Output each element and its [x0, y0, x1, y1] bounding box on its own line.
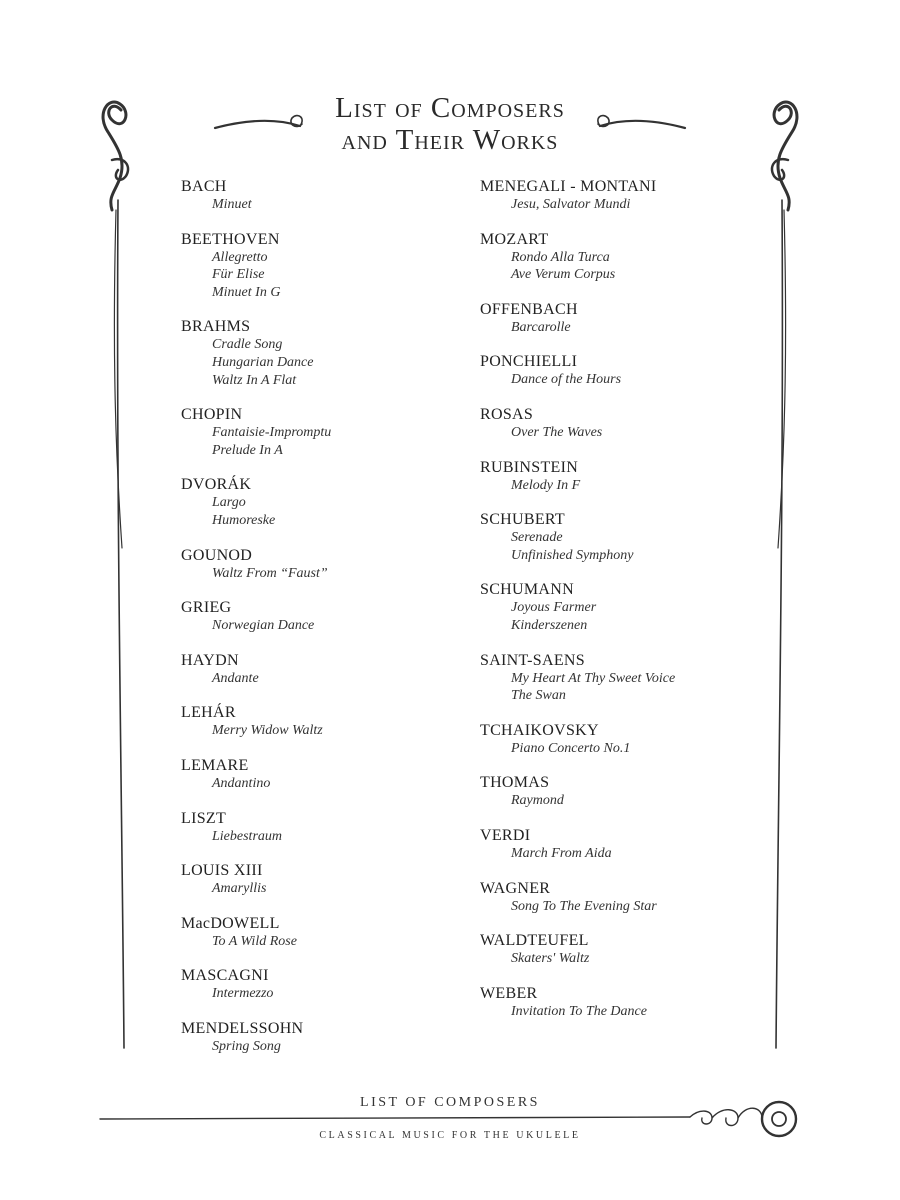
- composer-entry: [181, 704, 461, 740]
- footer-book-title: CLASSICAL MUSIC FOR THE UKULELE: [319, 1130, 581, 1141]
- composer-entry: [480, 231, 780, 284]
- work-title: Humoreske: [212, 512, 276, 528]
- work-title: Waltz In A Flat: [212, 372, 297, 388]
- composer-name: LEHÁR: [181, 704, 236, 722]
- work-title: Serenade: [511, 530, 563, 546]
- work-title: Allegretto: [212, 249, 268, 265]
- composer-entry: [181, 178, 461, 214]
- work-title: Unfinished Symphony: [511, 547, 634, 563]
- work-title: Skaters' Waltz: [511, 951, 590, 967]
- composer-name: BEETHOVEN: [181, 230, 280, 248]
- work-title: Prelude In A: [212, 442, 283, 458]
- work-title: Liebestraum: [212, 828, 282, 844]
- composer-entry: [181, 915, 461, 951]
- composer-entry: [181, 231, 461, 302]
- composer-name: WALDTEUFEL: [480, 932, 589, 950]
- composer-name: SCHUMANN: [480, 581, 574, 599]
- composer-entry: [480, 985, 780, 1021]
- work-title: Over The Waves: [511, 424, 603, 440]
- composer-entry: [480, 459, 780, 495]
- work-title: Invitation To The Dance: [511, 1003, 647, 1019]
- composer-name: THOMAS: [480, 774, 550, 792]
- composer-entry: [181, 1020, 461, 1056]
- work-title: My Heart At Thy Sweet Voice: [511, 670, 676, 686]
- composer-entry: [181, 406, 461, 459]
- work-title: Dance of the Hours: [511, 372, 622, 388]
- work-title: Joyous Farmer: [511, 600, 597, 616]
- composer-name: SCHUBERT: [480, 511, 566, 529]
- composer-entry: [181, 652, 461, 688]
- composer-entry: [480, 722, 780, 758]
- work-title: Minuet: [212, 197, 252, 212]
- composer-entry: [480, 827, 780, 863]
- footer-section-title: LIST OF COMPOSERS: [360, 1095, 540, 1110]
- work-title: Amaryllis: [212, 881, 267, 897]
- composer-entry: [480, 581, 780, 634]
- composer-name: WEBER: [480, 984, 538, 1002]
- composer-name: CHOPIN: [181, 406, 243, 424]
- composer-name: BRAHMS: [181, 318, 251, 336]
- composer-entry: [480, 652, 780, 705]
- composer-name: HAYDN: [181, 651, 239, 669]
- composer-entry: [181, 318, 461, 389]
- composer-name: MASCAGNI: [181, 967, 269, 985]
- work-title: Barcarolle: [511, 319, 571, 335]
- work-title: March From Aida: [511, 845, 612, 861]
- composer-column-left: [181, 178, 461, 1072]
- composer-name: LOUIS XIII: [181, 862, 263, 880]
- composer-name: LISZT: [181, 809, 227, 827]
- composer-column-right: [480, 178, 780, 1037]
- composer-entry: [480, 406, 780, 442]
- composer-entry: [181, 757, 461, 793]
- composer-name: LEMARE: [181, 756, 249, 774]
- composer-name: WAGNER: [480, 879, 551, 897]
- composer-entry: [480, 301, 780, 337]
- work-title: Intermezzo: [212, 986, 274, 1002]
- work-title: Fantaisie-Impromptu: [212, 425, 332, 441]
- composer-entry: [181, 599, 461, 635]
- composer-entry: [181, 547, 461, 583]
- work-title: Norwegian Dance: [212, 618, 315, 634]
- composer-name: PONCHIELLI: [480, 353, 578, 371]
- composer-name: BACH: [181, 178, 227, 195]
- work-title: Ave Verum Corpus: [511, 267, 616, 283]
- composer-entry: [181, 476, 461, 529]
- work-title: Melody In F: [511, 477, 581, 493]
- composer-entry: [480, 880, 780, 916]
- left-vine-ornament: [103, 102, 128, 1048]
- page-title-line-1: List of Composers: [335, 92, 565, 124]
- composer-name: TCHAIKOVSKY: [480, 721, 599, 739]
- composer-entry: [480, 932, 780, 968]
- composer-name: MOZART: [480, 230, 549, 248]
- work-title: Andantino: [212, 775, 271, 791]
- composer-name: GRIEG: [181, 599, 232, 617]
- composer-name: RUBINSTEIN: [480, 458, 579, 476]
- work-title: Rondo Alla Turca: [511, 249, 610, 265]
- work-title: Für Elise: [212, 267, 265, 283]
- composer-name: ROSAS: [480, 405, 534, 423]
- composer-entry: [181, 862, 461, 898]
- work-title: Spring Song: [212, 1038, 281, 1054]
- composer-entry: [181, 967, 461, 1003]
- work-title: Andante: [212, 670, 259, 686]
- composer-name: SAINT-SAENS: [480, 651, 585, 669]
- work-title: Minuet In G: [212, 284, 281, 300]
- work-title: Waltz From “Faust”: [212, 565, 328, 581]
- work-title: Jesu, Salvator Mundi: [511, 197, 631, 212]
- work-title: Raymond: [511, 793, 564, 809]
- work-title: Song To The Evening Star: [511, 898, 657, 914]
- work-title: Merry Widow Waltz: [212, 723, 323, 739]
- composer-name: MacDOWELL: [181, 914, 280, 932]
- composer-entry: [181, 810, 461, 846]
- work-title: Hungarian Dance: [212, 354, 314, 370]
- work-title: To A Wild Rose: [212, 933, 297, 949]
- page-title-line-2: and Their Works: [341, 124, 559, 156]
- composer-name: OFFENBACH: [480, 300, 578, 318]
- page-title: [0, 92, 900, 156]
- work-title: Piano Concerto No.1: [511, 740, 631, 756]
- composer-name: GOUNOD: [181, 546, 253, 564]
- composer-entry: [480, 178, 780, 214]
- composer-name: VERDI: [480, 826, 531, 844]
- composer-name: MENEGALI - MONTANI: [480, 178, 657, 195]
- composer-entry: [480, 353, 780, 389]
- work-title: Cradle Song: [212, 337, 283, 353]
- composer-name: MENDELSSOHN: [181, 1019, 304, 1037]
- composer-entry: [480, 774, 780, 810]
- work-title: Kinderszenen: [511, 617, 588, 633]
- composer-name: DVORÁK: [181, 476, 252, 494]
- composer-entry: [480, 511, 780, 564]
- work-title: The Swan: [511, 688, 566, 704]
- work-title: Largo: [212, 495, 246, 511]
